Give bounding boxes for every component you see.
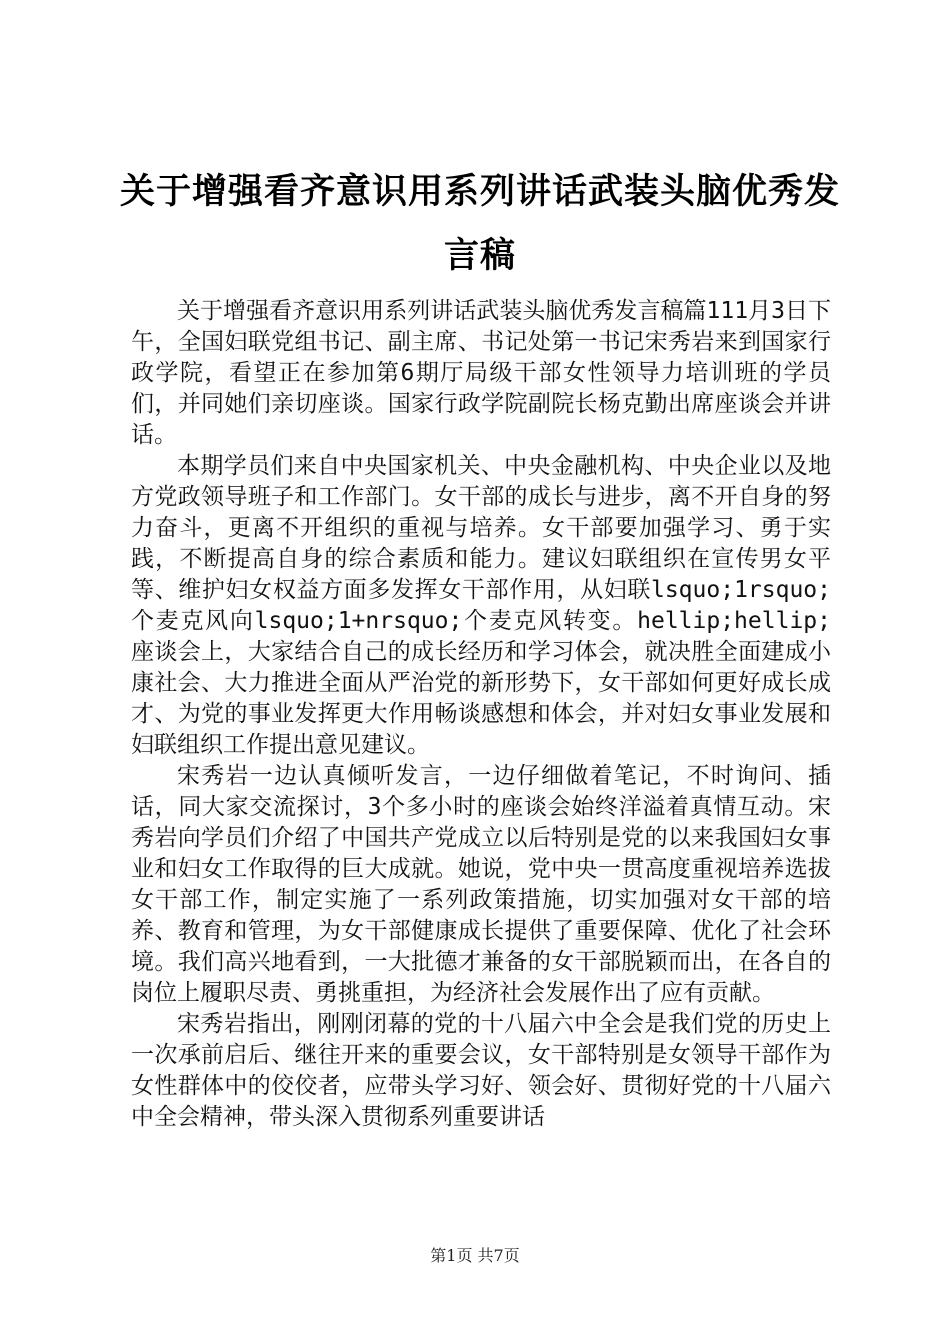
paragraph-3: 宋秀岩一边认真倾听发言，一边仔细做着笔记，不时询问、插话，同大家交流探讨，3个多小时的座谈会始终洋溢着真情互动。宋秀岩向学员们介绍了中国共产党成立以后特别是党的以来我国妇女事业和妇女工作取得的巨大成就。她说，党中央一贯高度重视培养选拔女干部工作，制定实施了一系列政策措施，切实加强对女干部的培养、教育和管理，为女干部健康成长提供了重要保障、优化了社会环境。我们高兴地看到，一大批德才兼备的女干部脱颖而出，在各自的岗位上履职尽责、勇挑重担，为经济社会发展作出了应有贡献。 [131, 763, 831, 1006]
document-title: 关于增强看齐意识用系列讲话武装头脑优秀发言稿 [119, 171, 840, 276]
paragraph-4: 宋秀岩指出，刚刚闭幕的党的十八届六中全会是我们党的历史上一次承前启后、继往开来的重要会议，女干部特别是女领导干部作为女性群体中的佼佼者，应带头学习好、领会好、贯彻好党的十八届六中全会精神，带头深入贯彻系列重要讲话 [131, 1011, 831, 1130]
page-number-label: 第1页 共7页 [430, 1246, 520, 1265]
paragraph-1: 关于增强看齐意识用系列讲话武装头脑优秀发言稿篇111月3日下午，全国妇联党组书记、副主席、书记处第一书记宋秀岩来到国家行政学院，看望正在参加第6期厅局级干部女性领导力培训班的学员们，并同她们亲切座谈。国家行政学院副院长杨克勤出席座谈会并讲话。 [131, 298, 831, 448]
document-body [131, 296, 831, 1133]
paragraph-2: 本期学员们来自中央国家机关、中央金融机构、中央企业以及地方党政领导班子和工作部门。女干部的成长与进步，离不开自身的努力奋斗，更离不开组织的重视与培养。女干部要加强学习、勇于实践，不断提高自身的综合素质和能力。建议妇联组织在宣传男女平等、维护妇女权益方面多发挥女干部作用，从妇联lsquo;1rsquo;个麦克风向lsquo;1+nrsquo;个麦克风转变。hellip;hellip;座谈会上，大家结合自己的成长经历和学习体会，就决胜全面建成小康社会、大力推进全面从严治党的新形势下，女干部如何更好成长成才、为党的事业发挥更大作用畅谈感想和体会，并对妇女事业发展和妇联组织工作提出意见建议。 [131, 453, 831, 758]
page-footer [0, 1245, 950, 1267]
